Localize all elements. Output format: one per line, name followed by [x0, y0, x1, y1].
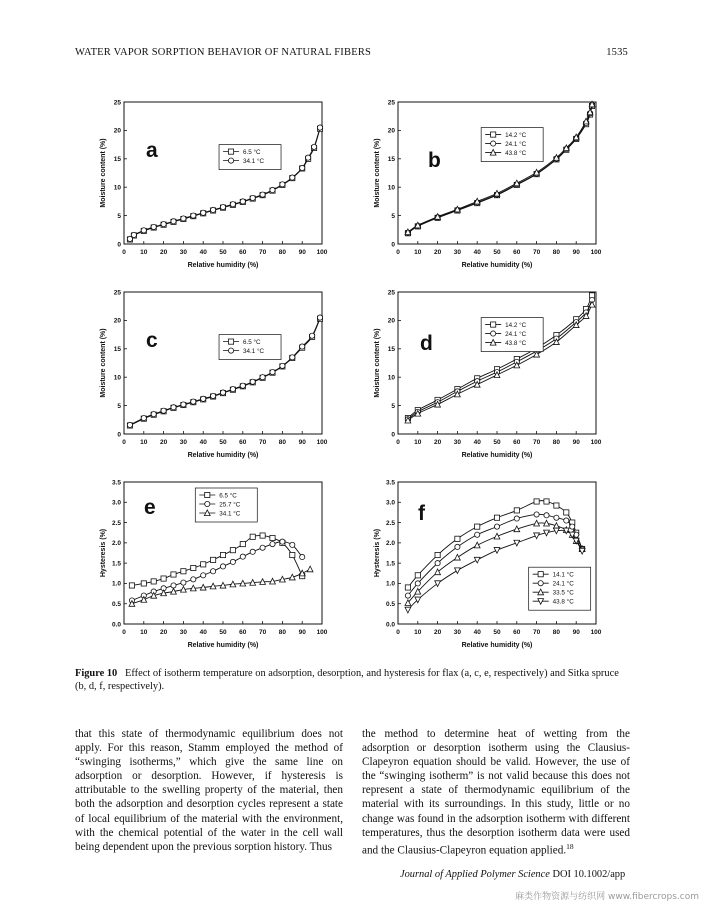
- data-point: [514, 540, 520, 546]
- y-tick-label: 0.5: [111, 601, 121, 609]
- x-tick-label: 10: [414, 629, 422, 636]
- body-column-right: [362, 727, 630, 858]
- y-tick-label: 20: [113, 127, 121, 135]
- legend-label: 24.1 °C: [505, 330, 527, 338]
- data-point: [191, 577, 196, 582]
- x-tick-label: 80: [278, 629, 287, 636]
- x-tick-label: 70: [258, 439, 267, 446]
- x-tick-label: 100: [316, 439, 328, 446]
- y-tick-label: 0.0: [385, 621, 395, 629]
- y-tick-label: 1.0: [385, 580, 395, 588]
- x-axis-label: Relative humidity (%): [187, 262, 259, 269]
- panel-letter: f: [418, 502, 425, 525]
- legend-label: 14.2 °C: [505, 131, 527, 139]
- y-tick-label: 15: [387, 156, 395, 164]
- body-column-left: that this state of thermodynamic equilibrium does not apply. For this reason, Stamm employed the method of “swinging isotherms,” which give the same line on adsorption or desorption. However, if hysteresis is attributable to the swelling property of the material, then both the adsorption and desorption cycles represent a state of local equilibrium of the material with the environment, with the chemical potential of the water in the cell wall being dependent upon the previous sorption history. Thus: [75, 728, 343, 853]
- y-tick-label: 2.0: [111, 540, 121, 548]
- data-point: [141, 228, 146, 233]
- legend-marker: [491, 322, 496, 327]
- x-tick-label: 20: [433, 249, 442, 256]
- data-point: [181, 569, 186, 574]
- data-point: [435, 552, 440, 557]
- x-tick-label: 100: [590, 249, 602, 256]
- x-tick-label: 20: [159, 439, 168, 446]
- x-tick-label: 40: [199, 439, 207, 446]
- y-tick-label: 3.0: [385, 499, 395, 507]
- data-point: [250, 534, 255, 539]
- data-point: [280, 182, 285, 187]
- series-24-1--C: [405, 297, 594, 421]
- y-tick-label: 1.5: [385, 560, 395, 568]
- y-tick-label: 3.0: [111, 499, 121, 507]
- x-tick-label: 70: [532, 629, 541, 636]
- data-point: [307, 566, 313, 572]
- data-point: [250, 379, 255, 384]
- data-point: [151, 412, 156, 417]
- panel-letter: d: [420, 332, 433, 355]
- x-tick-label: 70: [258, 249, 267, 256]
- series-14-2--C: [405, 293, 594, 421]
- legend: [481, 318, 543, 352]
- x-tick-label: 50: [493, 439, 501, 446]
- legend-marker: [228, 348, 233, 353]
- data-point: [181, 580, 186, 585]
- watermark: 麻类作物资源与纺织网 www.fibercrops.com: [515, 892, 699, 902]
- y-tick-label: 20: [113, 317, 121, 325]
- figure-panel-d: [366, 282, 606, 464]
- legend: [219, 145, 281, 170]
- x-tick-label: 40: [199, 249, 207, 256]
- x-tick-label: 90: [572, 629, 580, 636]
- x-tick-label: 90: [298, 249, 306, 256]
- y-tick-label: 3.5: [385, 479, 395, 487]
- x-tick-label: 30: [179, 249, 188, 256]
- legend-label: 34.1 °C: [243, 348, 265, 355]
- y-tick-label: 0.5: [385, 601, 395, 609]
- data-point: [514, 516, 519, 521]
- x-tick-label: 20: [433, 629, 442, 636]
- y-tick-label: 5: [117, 212, 121, 220]
- figure-panel-e: [92, 472, 332, 654]
- y-tick-label: 25: [113, 99, 121, 107]
- y-axis-label: Hysteresis (%): [374, 528, 381, 578]
- x-axis-label: Relative humidity (%): [461, 642, 533, 649]
- y-tick-label: 5: [117, 402, 121, 410]
- legend: [481, 128, 543, 162]
- data-point: [455, 554, 461, 560]
- data-point: [250, 549, 255, 554]
- data-point: [127, 422, 132, 427]
- data-point: [211, 569, 216, 574]
- y-axis-label: Moisture content (%): [100, 138, 107, 208]
- x-tick-label: 50: [219, 629, 227, 636]
- data-point: [455, 544, 460, 549]
- y-tick-label: 25: [387, 99, 395, 107]
- data-point: [405, 585, 410, 590]
- data-point: [494, 515, 499, 520]
- data-point: [455, 536, 460, 541]
- y-tick-label: 5: [391, 212, 395, 220]
- y-tick-label: 15: [113, 156, 121, 164]
- data-point: [310, 333, 315, 338]
- x-tick-label: 20: [159, 249, 168, 256]
- x-tick-label: 50: [493, 629, 501, 636]
- series-line: [132, 542, 302, 601]
- x-axis-label: Relative humidity (%): [187, 452, 259, 459]
- legend-marker: [491, 141, 496, 146]
- x-tick-label: 0: [396, 249, 400, 256]
- data-point: [474, 542, 480, 548]
- data-point: [127, 236, 132, 241]
- panel-letter: c: [146, 329, 158, 352]
- data-point: [435, 581, 441, 587]
- journal-footer: [400, 869, 625, 880]
- data-point: [250, 195, 255, 200]
- x-tick-label: 30: [179, 629, 188, 636]
- data-point: [151, 224, 156, 229]
- legend-label: 43.8 °C: [505, 339, 527, 347]
- data-point: [534, 499, 539, 504]
- x-tick-label: 0: [122, 439, 126, 446]
- legend-label: 34.1 °C: [219, 510, 241, 518]
- data-point: [290, 552, 295, 557]
- data-point: [564, 510, 569, 515]
- data-point: [570, 524, 575, 529]
- legend-label: 33.5 °C: [552, 589, 574, 597]
- legend: [195, 488, 257, 522]
- data-point: [514, 508, 519, 513]
- data-point: [220, 564, 225, 569]
- data-point: [220, 204, 225, 209]
- figure-label: Figure 10: [75, 668, 118, 679]
- data-point: [129, 583, 134, 588]
- data-point: [494, 524, 499, 529]
- data-point: [201, 562, 206, 567]
- data-point: [211, 207, 216, 212]
- data-point: [161, 408, 166, 413]
- data-point: [405, 607, 411, 613]
- x-tick-label: 90: [298, 439, 306, 446]
- chart-svg: [92, 282, 332, 464]
- legend: [219, 335, 281, 360]
- legend-marker: [228, 158, 233, 163]
- plot-frame: [398, 102, 596, 244]
- legend-marker: [491, 132, 496, 137]
- x-tick-label: 80: [278, 439, 287, 446]
- y-tick-label: 10: [113, 184, 121, 192]
- x-tick-label: 30: [453, 629, 462, 636]
- data-point: [240, 541, 245, 546]
- data-point: [161, 576, 166, 581]
- x-tick-label: 10: [140, 249, 148, 256]
- data-point: [311, 144, 316, 149]
- y-tick-label: 15: [113, 346, 121, 354]
- x-tick-label: 80: [552, 629, 561, 636]
- legend-label: 6.5 °C: [219, 492, 237, 500]
- figure-caption: [75, 667, 631, 693]
- legend-label: 6.5 °C: [243, 149, 261, 156]
- data-point: [300, 165, 305, 170]
- legend-label: 43.8 °C: [505, 149, 527, 157]
- data-point: [300, 344, 305, 349]
- x-axis-label: Relative humidity (%): [461, 452, 533, 459]
- x-tick-label: 20: [159, 629, 168, 636]
- data-point: [317, 125, 322, 130]
- x-tick-label: 50: [219, 249, 227, 256]
- data-point: [474, 557, 480, 563]
- y-tick-label: 0: [117, 241, 121, 249]
- data-point: [201, 396, 206, 401]
- legend-marker: [491, 331, 496, 336]
- x-tick-label: 100: [590, 439, 602, 446]
- data-point: [230, 387, 235, 392]
- data-point: [260, 545, 265, 550]
- x-tick-label: 100: [590, 629, 602, 636]
- data-point: [240, 383, 245, 388]
- series-25-7--C: [129, 539, 304, 603]
- x-tick-label: 40: [473, 629, 481, 636]
- x-tick-label: 20: [433, 439, 442, 446]
- y-axis-label: Hysteresis (%): [100, 528, 107, 578]
- y-axis-label: Moisture content (%): [374, 328, 381, 398]
- x-tick-label: 0: [122, 249, 126, 256]
- legend-marker: [228, 149, 233, 154]
- legend-label: 14.1 °C: [552, 571, 574, 579]
- legend-label: 6.5 °C: [243, 339, 261, 346]
- x-axis-label: Relative humidity (%): [461, 262, 533, 269]
- legend-marker: [538, 572, 543, 577]
- data-point: [240, 554, 245, 559]
- plot-frame: [398, 292, 596, 434]
- data-point: [455, 568, 461, 574]
- data-point: [220, 390, 225, 395]
- y-tick-label: 25: [387, 289, 395, 297]
- data-point: [405, 593, 410, 598]
- data-point: [220, 552, 225, 557]
- y-tick-label: 25: [113, 289, 121, 297]
- x-tick-label: 60: [513, 249, 521, 256]
- data-point: [475, 524, 480, 529]
- data-point: [141, 415, 146, 420]
- y-tick-label: 20: [387, 317, 395, 325]
- legend-label: 25.7 °C: [219, 501, 241, 509]
- data-point: [131, 232, 136, 237]
- y-tick-label: 10: [113, 374, 121, 382]
- chart-svg: [366, 282, 606, 464]
- data-point: [300, 554, 305, 559]
- journal-name: Journal of Applied Polymer Science: [400, 869, 550, 880]
- y-tick-label: 10: [387, 374, 395, 382]
- legend-marker: [205, 492, 210, 497]
- figure-panel-b: [366, 92, 606, 274]
- y-tick-label: 0.0: [111, 621, 121, 629]
- data-point: [270, 369, 275, 374]
- data-point: [435, 561, 440, 566]
- x-tick-label: 10: [414, 249, 422, 256]
- y-tick-label: 20: [387, 127, 395, 135]
- data-point: [141, 581, 146, 586]
- data-point: [544, 499, 549, 504]
- data-point: [475, 532, 480, 537]
- legend-label: 43.8 °C: [552, 598, 574, 606]
- figure-panel-a: [92, 92, 332, 274]
- legend-marker: [538, 581, 543, 586]
- data-point: [191, 399, 196, 404]
- y-tick-label: 10: [387, 184, 395, 192]
- data-point: [534, 512, 539, 517]
- x-tick-label: 90: [572, 439, 580, 446]
- y-tick-label: 0: [117, 431, 121, 439]
- legend-label: 34.1 °C: [243, 158, 265, 165]
- y-tick-label: 3.5: [111, 479, 121, 487]
- data-point: [494, 533, 500, 539]
- x-tick-label: 80: [552, 439, 561, 446]
- data-point: [554, 515, 559, 520]
- data-point: [191, 565, 196, 570]
- data-point: [270, 187, 275, 192]
- data-point: [211, 557, 216, 562]
- x-tick-label: 10: [414, 439, 422, 446]
- page-number: 1535: [606, 47, 628, 58]
- x-tick-label: 80: [552, 249, 561, 256]
- data-point: [317, 315, 322, 320]
- x-tick-label: 0: [122, 629, 126, 636]
- x-tick-label: 80: [278, 249, 287, 256]
- y-tick-label: 0: [391, 241, 395, 249]
- legend-label: 14.2 °C: [505, 321, 527, 329]
- x-tick-label: 70: [532, 249, 541, 256]
- x-tick-label: 70: [532, 439, 541, 446]
- data-point: [181, 402, 186, 407]
- y-tick-label: 15: [387, 346, 395, 354]
- data-point: [564, 518, 569, 523]
- data-point: [290, 175, 295, 180]
- x-tick-label: 40: [473, 249, 481, 256]
- x-tick-label: 10: [140, 439, 148, 446]
- x-tick-label: 30: [453, 439, 462, 446]
- x-tick-label: 50: [493, 249, 501, 256]
- data-point: [260, 375, 265, 380]
- chart-svg: [92, 92, 332, 274]
- series-line: [130, 318, 320, 425]
- data-point: [171, 583, 176, 588]
- data-point: [260, 192, 265, 197]
- data-point: [280, 363, 285, 368]
- x-tick-label: 90: [298, 629, 306, 636]
- x-tick-label: 60: [513, 439, 521, 446]
- data-point: [230, 548, 235, 553]
- figure-panel-f: [366, 472, 606, 654]
- x-tick-label: 40: [199, 629, 207, 636]
- x-tick-label: 0: [396, 439, 400, 446]
- running-title: WATER VAPOR SORPTION BEHAVIOR OF NATURAL FIBERS: [75, 47, 372, 58]
- y-tick-label: 2.5: [111, 519, 121, 527]
- legend: [529, 567, 591, 610]
- data-point: [171, 405, 176, 410]
- legend-label: 24.1 °C: [505, 140, 527, 148]
- panel-letter: e: [144, 496, 156, 519]
- legend-marker: [228, 339, 233, 344]
- x-tick-label: 60: [513, 629, 521, 636]
- data-point: [171, 572, 176, 577]
- y-tick-label: 1.0: [111, 580, 121, 588]
- data-point: [191, 213, 196, 218]
- x-tick-label: 50: [219, 439, 227, 446]
- y-tick-label: 0: [391, 431, 395, 439]
- figure-panel-c: [92, 282, 332, 464]
- x-tick-label: 60: [239, 439, 247, 446]
- data-point: [306, 155, 311, 160]
- data-point: [544, 513, 549, 518]
- data-point: [260, 533, 265, 538]
- x-tick-label: 100: [316, 249, 328, 256]
- legend-marker: [205, 501, 210, 506]
- data-point: [240, 199, 245, 204]
- x-axis-label: Relative humidity (%): [187, 642, 259, 649]
- x-tick-label: 30: [453, 249, 462, 256]
- data-point: [290, 542, 295, 547]
- data-point: [201, 573, 206, 578]
- data-point: [280, 539, 285, 544]
- data-point: [230, 202, 235, 207]
- plot-frame: [124, 102, 322, 244]
- data-point: [270, 541, 275, 546]
- data-point: [494, 548, 500, 554]
- legend-label: 24.1 °C: [552, 580, 574, 588]
- data-point: [171, 219, 176, 224]
- data-point: [415, 573, 420, 578]
- x-tick-label: 70: [258, 629, 267, 636]
- figure-caption-text: Effect of isotherm temperature on adsorption, desorption, and hysteresis for flax (a, c, e, respectively) and Sitka spruce (b, d, f, respectively).: [75, 668, 619, 693]
- y-tick-label: 1.5: [111, 560, 121, 568]
- y-tick-label: 5: [391, 402, 395, 410]
- data-point: [230, 559, 235, 564]
- chart-svg: [366, 92, 606, 274]
- x-tick-label: 40: [473, 439, 481, 446]
- chart-svg: [92, 472, 332, 654]
- data-point: [554, 503, 559, 508]
- series-34-1--C: [129, 566, 313, 606]
- x-tick-label: 100: [316, 629, 328, 636]
- data-point: [290, 355, 295, 360]
- x-tick-label: 60: [239, 249, 247, 256]
- x-tick-label: 10: [140, 629, 148, 636]
- reference-superscript: 18: [566, 841, 574, 851]
- panel-letter: b: [428, 149, 441, 172]
- data-point: [181, 216, 186, 221]
- body-text: the method to determine heat of wetting from the adsorption or desorption isotherm using the Clausius-Clapeyron equation should be valid. However, the use of the “swinging isotherm” is not valid because this does not represent a state of thermodynamic equilibrium of the material with its surroundings. In this study, little or no change was found in the adsorption isotherm with different temperatures, thus the desorption isotherm data were used and the Clausius-Clapeyron equation applied.: [362, 728, 630, 857]
- panel-letter: a: [146, 139, 158, 162]
- y-axis-label: Moisture content (%): [100, 328, 107, 398]
- data-point: [151, 579, 156, 584]
- y-tick-label: 2.0: [385, 540, 395, 548]
- x-tick-label: 90: [572, 249, 580, 256]
- x-tick-label: 30: [179, 439, 188, 446]
- data-point: [201, 210, 206, 215]
- doi: DOI 10.1002/app: [552, 869, 626, 880]
- data-point: [161, 222, 166, 227]
- chart-svg: [366, 472, 606, 654]
- data-point: [211, 393, 216, 398]
- data-point: [415, 581, 420, 586]
- x-tick-label: 60: [239, 629, 247, 636]
- data-point: [270, 535, 275, 540]
- x-tick-label: 0: [396, 629, 400, 636]
- y-axis-label: Moisture content (%): [374, 138, 381, 208]
- y-tick-label: 2.5: [385, 519, 395, 527]
